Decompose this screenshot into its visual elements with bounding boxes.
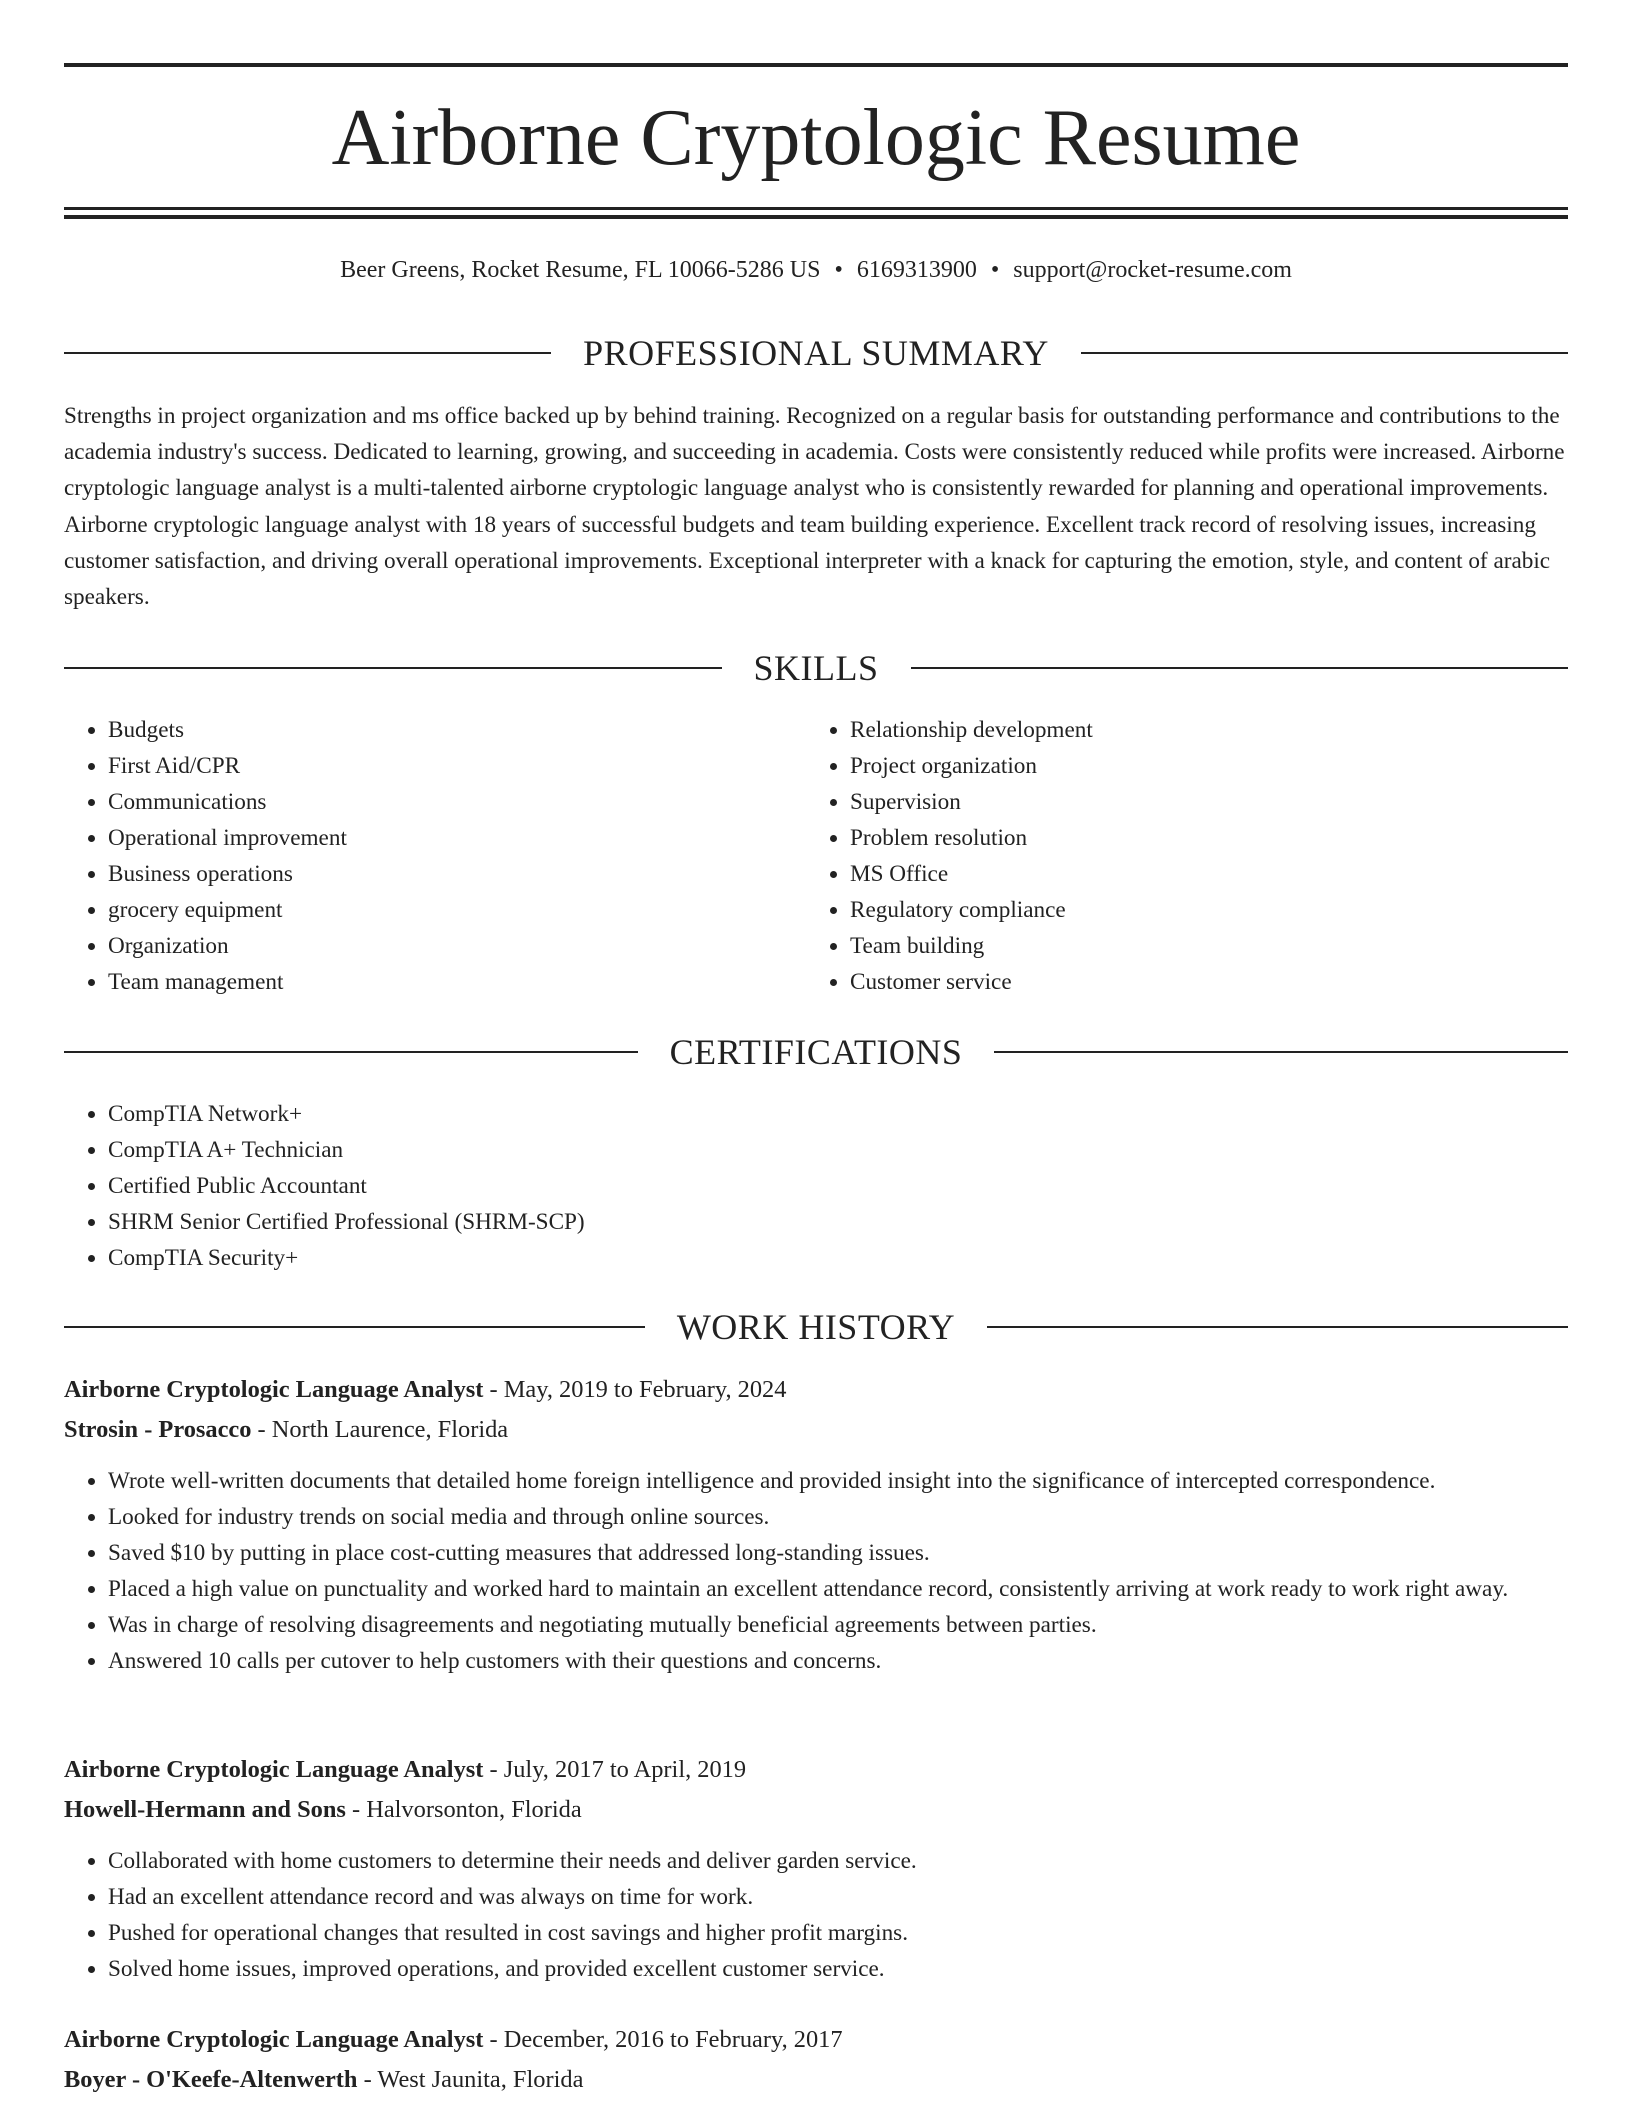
skills-list-right bbox=[806, 712, 1550, 1000]
skill-item: • Supervision bbox=[850, 784, 1550, 820]
certifications-list bbox=[64, 1096, 1568, 1276]
job-title-line: Airborne Cryptologic Language Analyst - July, 2017 to April, 2019 bbox=[64, 1756, 747, 1783]
section-title: WORK HISTORY bbox=[676, 1307, 956, 1347]
resume-title: Airborne Cryptologic Resume bbox=[331, 94, 1301, 182]
section-header-skills bbox=[64, 646, 1568, 690]
skill-item: • First Aid/CPR bbox=[108, 748, 808, 784]
contact-line bbox=[64, 254, 1568, 286]
skill-item: • Team building bbox=[850, 928, 1550, 964]
skill-item: • Relationship development bbox=[850, 712, 1550, 748]
top-rule bbox=[64, 63, 1568, 67]
section-rule bbox=[911, 667, 1569, 669]
section-rule bbox=[987, 1326, 1568, 1328]
certification-item: • Certified Public Accountant bbox=[108, 1168, 1568, 1204]
job-bullets bbox=[64, 1843, 1568, 1987]
job-company-line: Strosin - Prosacco - North Laurence, Florida bbox=[64, 1416, 509, 1443]
skill-item: • grocery equipment bbox=[108, 892, 808, 928]
job-bullet-item: • Pushed for operational changes that resulted in cost savings and higher profit margins. bbox=[108, 1915, 1568, 1951]
skills-list-left bbox=[64, 712, 808, 1000]
contact-separator: • bbox=[990, 257, 1000, 283]
certification-item: • CompTIA A+ Technician bbox=[108, 1132, 1568, 1168]
job-dates: May, 2019 to February, 2024 bbox=[503, 1376, 787, 1403]
summary-text: Strengths in project organization and ms office backed up by behind training. Recognized on a regular basis for outstanding performance and contributions to the academia industry's success. Dedicated to learning, growing, and succeeding in academia. Costs were consistently reduced while profits were increased. Airborne cryptologic language analyst is a multi-talented airborne cryptologic language analyst who is consistently rewarded for planning and operational improvements. Airborne cryptologic language analyst with 18 years of successful budgets and team building experience. Excellent track record of resolving issues, increasing customer satisfaction, and driving overall operational improvements. Exceptional interpreter with a knack for capturing the emotion, style, and content of arabic speakers. bbox=[64, 403, 1565, 611]
job-bullet-item: • Had an excellent attendance record and was always on time for work. bbox=[108, 1879, 1568, 1915]
job-location: West Jaunita, Florida bbox=[377, 2066, 584, 2093]
job-title: Airborne Cryptologic Language Analyst bbox=[64, 2026, 484, 2053]
job-bullet-item: • Wrote well-written documents that detailed home foreign intelligence and provided insight into the significance of intercepted correspondence. bbox=[108, 1463, 1568, 1499]
job-company-line: Howell-Hermann and Sons - Halvorsonton, Florida bbox=[64, 1796, 582, 1823]
contact-separator: • bbox=[834, 257, 843, 283]
section-title: SKILLS bbox=[753, 648, 879, 688]
skill-item: • Problem resolution bbox=[850, 820, 1550, 856]
section-title: PROFESSIONAL SUMMARY bbox=[583, 333, 1049, 373]
job-company: Boyer - O'Keefe-Altenwerth bbox=[64, 2066, 358, 2093]
job-dates: December, 2016 to February, 2017 bbox=[503, 2026, 843, 2053]
contact-address: Beer Greens, Rocket Resume, FL 10066-5286 US bbox=[340, 257, 821, 283]
skill-item: • MS Office bbox=[850, 856, 1550, 892]
section-header-summary bbox=[64, 331, 1568, 375]
job-title-line: Airborne Cryptologic Language Analyst - May, 2019 to February, 2024 bbox=[64, 1376, 787, 1403]
job-bullet-item: • Answered 10 calls per cutover to help customers with their questions and concerns. bbox=[108, 1643, 1568, 1679]
skill-item: • Regulatory compliance bbox=[850, 892, 1550, 928]
job-title: Airborne Cryptologic Language Analyst bbox=[64, 1756, 484, 1783]
job-bullet-item: • Placed a high value on punctuality and worked hard to maintain an excellent attendance record, consistently arriving at work ready to work right away. bbox=[108, 1571, 1568, 1607]
title-rule-lower bbox=[64, 215, 1568, 219]
section-rule bbox=[994, 1051, 1568, 1053]
job-location: North Laurence, Florida bbox=[271, 1416, 509, 1443]
job-company: Howell-Hermann and Sons bbox=[64, 1796, 346, 1823]
section-header-certifications bbox=[64, 1030, 1568, 1074]
title-rule-upper bbox=[64, 207, 1568, 210]
job-bullet-item: • Looked for industry trends on social media and through online sources. bbox=[108, 1499, 1568, 1535]
contact-phone: 6169313900 bbox=[856, 257, 977, 283]
certification-item: • CompTIA Network+ bbox=[108, 1096, 1568, 1132]
section-rule bbox=[64, 1326, 645, 1328]
job-location: Halvorsonton, Florida bbox=[366, 1796, 582, 1823]
section-title: CERTIFICATIONS bbox=[669, 1032, 963, 1072]
contact-email: support@rocket-resume.com bbox=[1013, 257, 1292, 283]
job-dates: July, 2017 to April, 2019 bbox=[503, 1756, 747, 1783]
section-rule bbox=[64, 667, 722, 669]
certification-item: • CompTIA Security+ bbox=[108, 1240, 1568, 1276]
job-bullet-item: • Saved $10 by putting in place cost-cutting measures that addressed long-standing issues. bbox=[108, 1535, 1568, 1571]
job-bullet-item: • Was in charge of resolving disagreements and negotiating mutually beneficial agreements between parties. bbox=[108, 1607, 1568, 1643]
skill-item: • Project organization bbox=[850, 748, 1550, 784]
job-company: Strosin - Prosacco bbox=[64, 1416, 252, 1443]
skill-item: • Business operations bbox=[108, 856, 808, 892]
job-bullet-item: • Collaborated with home customers to determine their needs and deliver garden service. bbox=[108, 1843, 1568, 1879]
certification-item: • SHRM Senior Certified Professional (SHRM-SCP) bbox=[108, 1204, 1568, 1240]
job-bullet-item: • Solved home issues, improved operations, and provided excellent customer service. bbox=[108, 1951, 1568, 1987]
skill-item: • Budgets bbox=[108, 712, 808, 748]
job-company-line: Boyer - O'Keefe-Altenwerth - West Jaunita, Florida bbox=[64, 2066, 584, 2093]
section-header-work-history bbox=[64, 1305, 1568, 1349]
section-rule bbox=[1081, 352, 1568, 354]
section-rule bbox=[64, 352, 551, 354]
job-title: Airborne Cryptologic Language Analyst bbox=[64, 1376, 484, 1403]
section-rule bbox=[64, 1051, 638, 1053]
skill-item: • Operational improvement bbox=[108, 820, 808, 856]
skill-item: • Communications bbox=[108, 784, 808, 820]
job-bullets bbox=[64, 1463, 1568, 1679]
skill-item: • Organization bbox=[108, 928, 808, 964]
skill-item: • Team management bbox=[108, 964, 808, 1000]
skill-item: • Customer service bbox=[850, 964, 1550, 1000]
job-title-line: Airborne Cryptologic Language Analyst - December, 2016 to February, 2017 bbox=[64, 2026, 843, 2053]
